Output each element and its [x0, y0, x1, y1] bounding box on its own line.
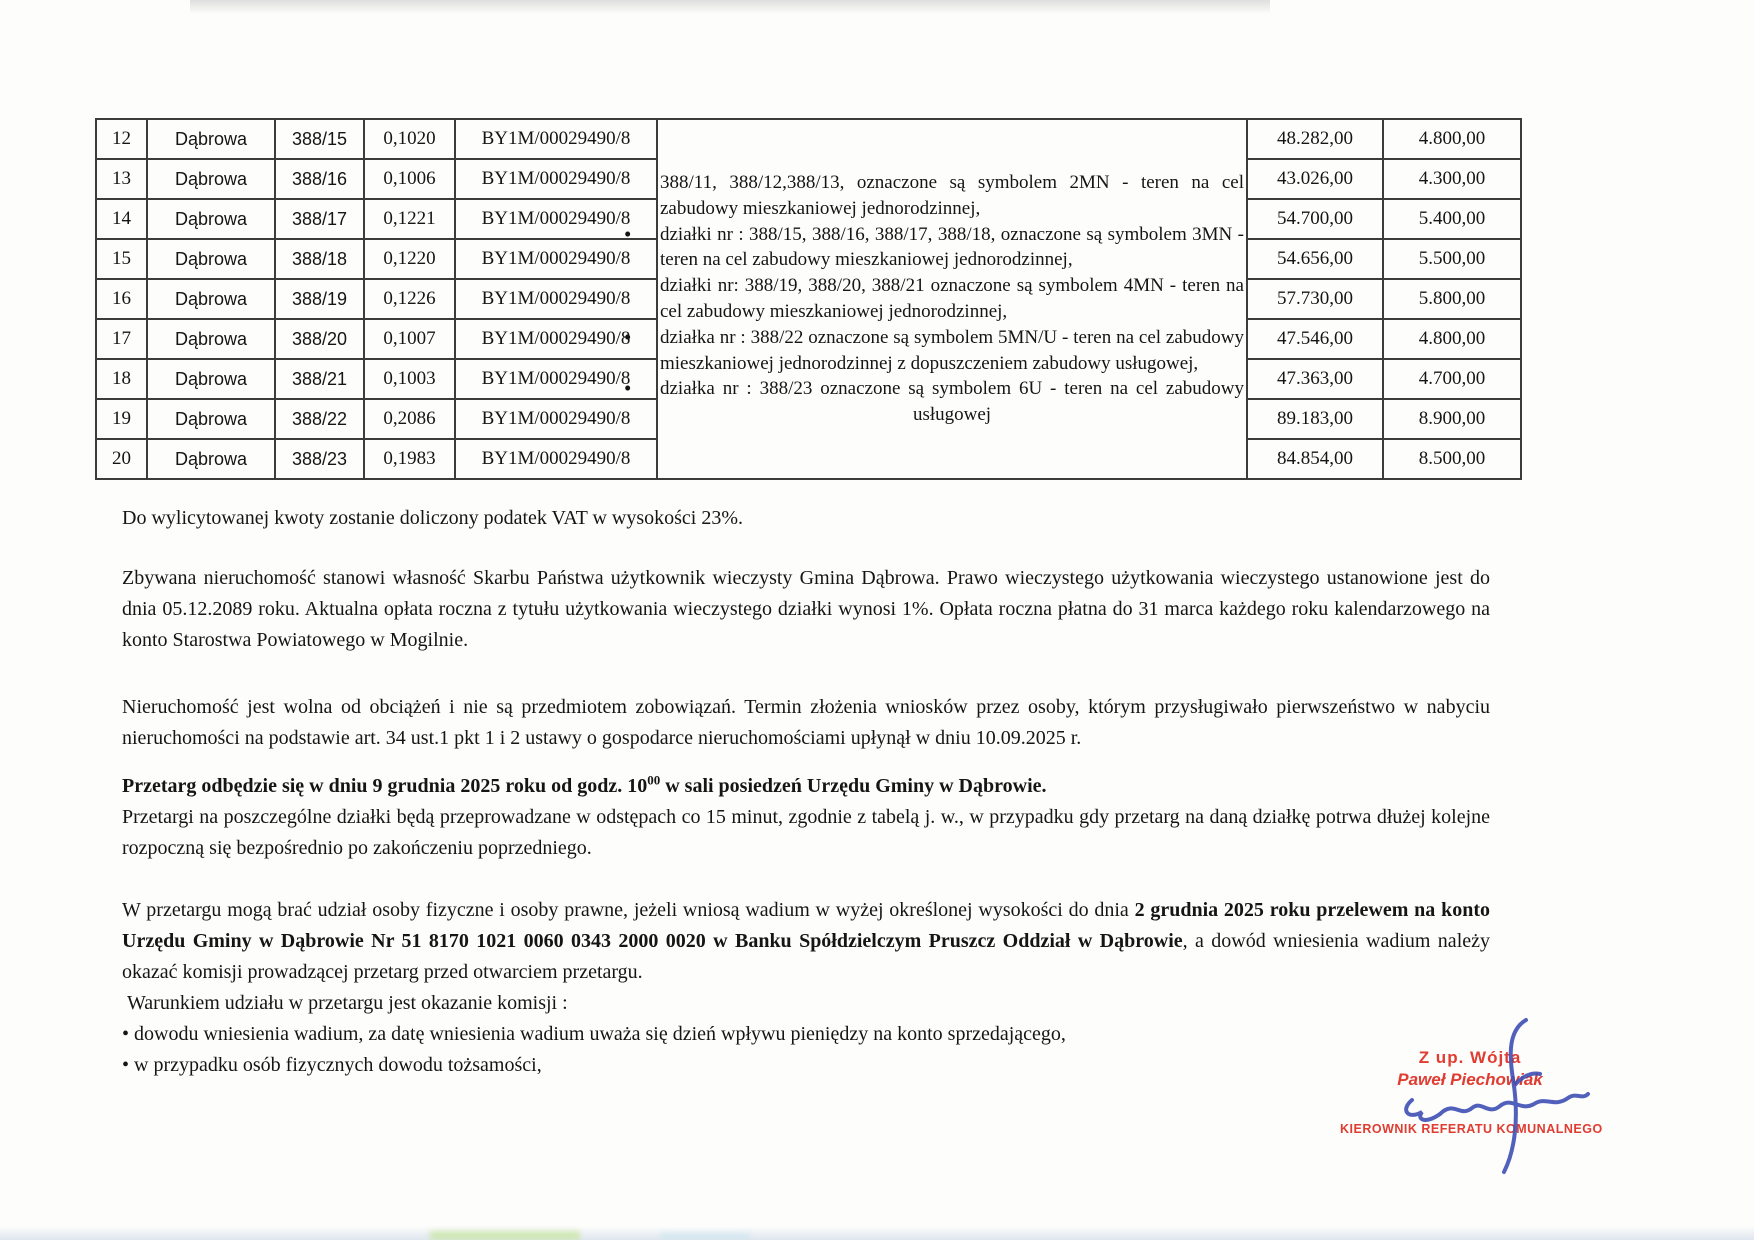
paragraph-vat: Do wylicytowanej kwoty zostanie doliczony podatek VAT w wysokości 23%. [122, 507, 744, 529]
cell-deposit: 4.800,00 [1383, 319, 1521, 359]
cell-price: 47.546,00 [1247, 319, 1383, 359]
cell-row-number: 14 [96, 199, 147, 239]
notice-body [122, 503, 1490, 1081]
cell-zoning-description [657, 119, 1247, 479]
scan-smudge [430, 1231, 580, 1240]
cell-deposit: 4.800,00 [1383, 119, 1521, 159]
cell-deposit: 5.400,00 [1383, 199, 1521, 239]
cell-price: 48.282,00 [1247, 119, 1383, 159]
cell-parcel: 388/20 [275, 319, 364, 359]
cell-row-number: 18 [96, 359, 147, 399]
auction-place-bold: w sali posiedzeń Urzędu Gminy w Dąbrowie. [660, 775, 1047, 797]
cell-price: 43.026,00 [1247, 159, 1383, 199]
stamp-line-title: KIEROWNIK REFERATU KOMUNALNEGO [1340, 1122, 1603, 1136]
cell-land-register: BY1M/00029490/8 [455, 439, 657, 479]
cell-village: Dąbrowa [147, 159, 275, 199]
cell-price: 84.854,00 [1247, 439, 1383, 479]
cell-parcel: 388/19 [275, 279, 364, 319]
cell-deposit: 4.700,00 [1383, 359, 1521, 399]
table-row [96, 119, 1521, 159]
paragraph-ownership: Zbywana nieruchomość stanowi własność Skarbu Państwa użytkownik wieczysty Gmina Dąbrowa. Prawo wieczystego użytkowania wieczystego ustanowione jest do dnia 05.12.2089 roku. Aktualna opłata roczna z tytułu użytkowania wieczystego działki wynosi 1%. Opłata roczna płatna do 31 marca każdego roku kalendarzowego na konto Starostwa Powiatowego w Mogilnie. [122, 567, 1490, 651]
cell-village: Dąbrowa [147, 279, 275, 319]
cell-area: 0,1983 [364, 439, 455, 479]
cell-area: 0,1020 [364, 119, 455, 159]
cell-deposit: 5.800,00 [1383, 279, 1521, 319]
paragraph-encumbrance: Nieruchomość jest wolna od obciążeń i nie są przedmiotem zobowiązań. Termin złożenia wniosków przez osoby, którym przysługiwało pierwszeństwo w nabyciu nieruchomości na podstawie art. 34 ust.1 pkt 1 i 2 ustawy o gospodarce nieruchomościami upłynął w dniu 10.09.2025 r. [122, 696, 1490, 749]
bullet-identity [122, 1050, 1490, 1081]
paragraph-auction-date [122, 771, 1490, 864]
auction-hour-superscript: 00 [647, 772, 661, 788]
cell-area: 0,1003 [364, 359, 455, 399]
description-line: • działka nr : 388/22 oznaczone są symbolem 5MN/U - teren na cel zabudowy mieszkaniowej jednorodzinnej z dopuszczeniem zabudowy usługowej, [660, 325, 1244, 377]
cell-row-number: 20 [96, 439, 147, 479]
paragraph-condition [122, 988, 1490, 1019]
cell-parcel: 388/15 [275, 119, 364, 159]
auction-date-bold: Przetarg odbędzie się w dniu 9 grudnia 2025 roku od godz. 10 [122, 775, 648, 797]
wadium-text-post: , a dowód wniesienia wadium należy okazać komisji prowadzącej przetarg przed otwarciem przetargu. [122, 930, 1490, 983]
cell-land-register: BY1M/00029490/8 [455, 239, 657, 279]
bullet-text: dowodu wniesienia wadium, za datę wniesienia wadium uważa się dzień wpływu pieniędzy na konto sprzedającego, [134, 1023, 1066, 1045]
description-line: działki nr: 388/19, 388/20, 388/21 oznaczone są symbolem 4MN - teren na cel zabudowy mieszkaniowej jednorodzinnej, [660, 275, 1244, 322]
cell-village: Dąbrowa [147, 439, 275, 479]
cell-row-number: 19 [96, 399, 147, 439]
description-line: 388/11, 388/12,388/13, oznaczone są symbolem 2MN - teren na cel zabudowy mieszkaniowej jednorodzinnej, [660, 172, 1244, 219]
cell-parcel: 388/21 [275, 359, 364, 399]
cell-land-register: BY1M/00029490/8 [455, 279, 657, 319]
auction-schedule-text: Przetargi na poszczególne działki będą przeprowadzane w odstępach co 15 minut, zgodnie z tabelą j. w., w przypadku gdy przetarg na daną działkę potrwa dłużej kolejne rozpoczną się bezpośrednio po zakończeniu poprzedniego. [122, 806, 1490, 859]
wadium-bank-account-bold: 2 grudnia 2025 roku przelewem na konto Urzędu Gminy w Dąbrowie Nr 51 8170 1021 0060 0343 2000 0020 w Banku Spółdzielczym Pruszcz Oddział w Dąbrowie [122, 899, 1490, 952]
paragraph-wadium [122, 895, 1490, 988]
cell-area: 0,1006 [364, 159, 455, 199]
cell-land-register: BY1M/00029490/8 [455, 359, 657, 399]
cell-land-register: BY1M/00029490/8 [455, 399, 657, 439]
cell-village: Dąbrowa [147, 119, 275, 159]
bullet-wadium-proof [122, 1019, 1490, 1050]
cell-area: 0,1226 [364, 279, 455, 319]
cell-row-number: 13 [96, 159, 147, 199]
cell-village: Dąbrowa [147, 359, 275, 399]
cell-village: Dąbrowa [147, 239, 275, 279]
cell-deposit: 4.300,00 [1383, 159, 1521, 199]
cell-parcel: 388/22 [275, 399, 364, 439]
scan-artifact-bottom [0, 1226, 1754, 1240]
cell-price: 54.700,00 [1247, 199, 1383, 239]
cell-land-register: BY1M/00029490/8 [455, 199, 657, 239]
description-line: • działki nr : 388/15, 388/16, 388/17, 388/18, oznaczone są symbolem 3MN - teren na cel zabudowy mieszkaniowej jednorodzinnej, [660, 222, 1244, 274]
cell-price: 54.656,00 [1247, 239, 1383, 279]
cell-area: 0,1007 [364, 319, 455, 359]
cell-village: Dąbrowa [147, 399, 275, 439]
cell-land-register: BY1M/00029490/8 [455, 119, 657, 159]
cell-area: 0,2086 [364, 399, 455, 439]
cell-village: Dąbrowa [147, 199, 275, 239]
cell-price: 47.363,00 [1247, 359, 1383, 399]
cell-area: 0,1221 [364, 199, 455, 239]
cell-price: 89.183,00 [1247, 399, 1383, 439]
cell-price: 57.730,00 [1247, 279, 1383, 319]
cell-deposit: 8.900,00 [1383, 399, 1521, 439]
cell-area: 0,1220 [364, 239, 455, 279]
cell-parcel: 388/16 [275, 159, 364, 199]
scan-artifact-top [190, 0, 1270, 14]
cell-parcel: 388/23 [275, 439, 364, 479]
bullet-text: w przypadku osób fizycznych dowodu tożsamości, [134, 1054, 542, 1076]
cell-land-register: BY1M/00029490/8 [455, 159, 657, 199]
cell-parcel: 388/18 [275, 239, 364, 279]
cell-row-number: 16 [96, 279, 147, 319]
cell-row-number: 12 [96, 119, 147, 159]
cell-deposit: 5.500,00 [1383, 239, 1521, 279]
stamp-line-name: Paweł Piechowiak [1397, 1070, 1543, 1089]
cell-parcel: 388/17 [275, 199, 364, 239]
scan-smudge [660, 1233, 750, 1239]
stamp-line-authority: Z up. Wójta [1418, 1048, 1522, 1067]
cell-row-number: 15 [96, 239, 147, 279]
cell-deposit: 8.500,00 [1383, 439, 1521, 479]
cell-land-register: BY1M/00029490/8 [455, 319, 657, 359]
cell-village: Dąbrowa [147, 319, 275, 359]
condition-text: Warunkiem udziału w przetargu jest okazanie komisji : [127, 992, 568, 1014]
lots-table [95, 118, 1522, 480]
description-line: • działka nr : 388/23 oznaczone są symbolem 6U - teren na cel zabudowy usługowej [660, 376, 1244, 428]
wadium-text-pre: W przetargu mogą brać udział osoby fizyczne i osoby prawne, jeżeli wniosą wadium w wyżej określonej wysokości do dnia [122, 899, 1135, 921]
cell-row-number: 17 [96, 319, 147, 359]
